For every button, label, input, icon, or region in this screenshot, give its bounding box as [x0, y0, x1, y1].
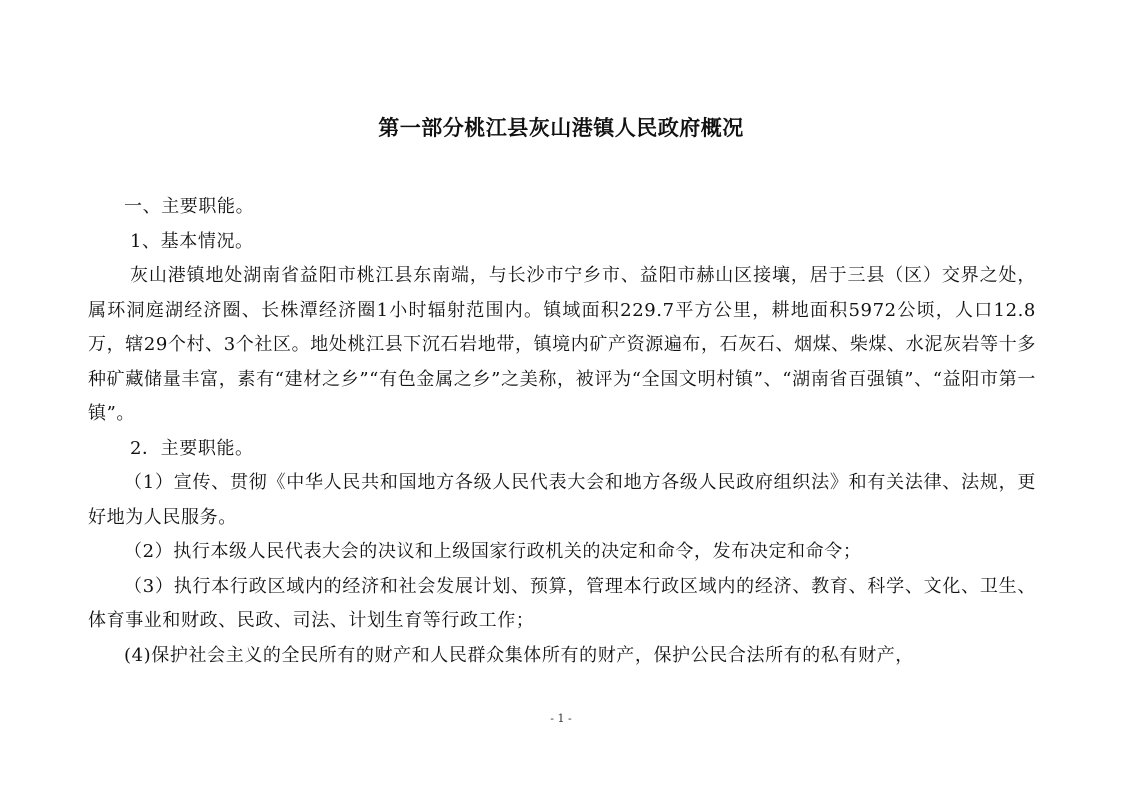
subsection-heading-main-duties: 2．主要职能。 — [130, 437, 254, 459]
duty-item-2: （2）执行本级人民代表大会的决议和上级国家行政机关的决定和命令，发布决定和命令； — [124, 541, 862, 562]
page-number: - 1 - — [550, 712, 572, 725]
duty-item-4: (4)保护社会主义的全民所有的财产和人民群众集体所有的财产，保护公民合法所有的私有财产， — [124, 644, 914, 666]
duty-item-1: （1）宣传、贯彻《中华人民共和国地方各级人民代表大会和地方各级人民政府组织法》和有关法律、法规，更好地为人民服务。 — [88, 472, 1036, 528]
section-heading: 一、主要职能。 — [124, 196, 255, 217]
duty-item-3: （3）执行本行政区域内的经济和社会发展计划、预算，管理本行政区域内的经济、教育、科学、文化、卫生、体育事业和财政、民政、司法、计划生育等行政工作； — [88, 575, 1036, 631]
paragraph-basic-info: 灰山港镇地处湖南省益阳市桃江县东南端，与长沙市宁乡市、益阳市赫山区接壤，居于三县（区）交界之处，属环洞庭湖经济圈、长株潭经济圈1小时辐射范围内。镇域面积229.7平方公里，耕地面积5972公顷，人口12.8万，辖29个村、3个社区。地处桃江县下沉石岩地带，镇境内矿产资源遍布，石灰石、烟煤、柴煤、水泥灰岩等十多种矿藏储量丰富，素有“建材之乡”“有色金属之乡”之美称，被评为“全国文明村镇”、“湖南省百强镇”、“益阳市第一镇”。 — [88, 265, 1036, 424]
subsection-heading-basic-info: 1、基本情况。 — [130, 230, 254, 252]
document-title: 第一部分桃江县灰山港镇人民政府概况 — [378, 115, 744, 140]
document-body — [88, 190, 1036, 673]
